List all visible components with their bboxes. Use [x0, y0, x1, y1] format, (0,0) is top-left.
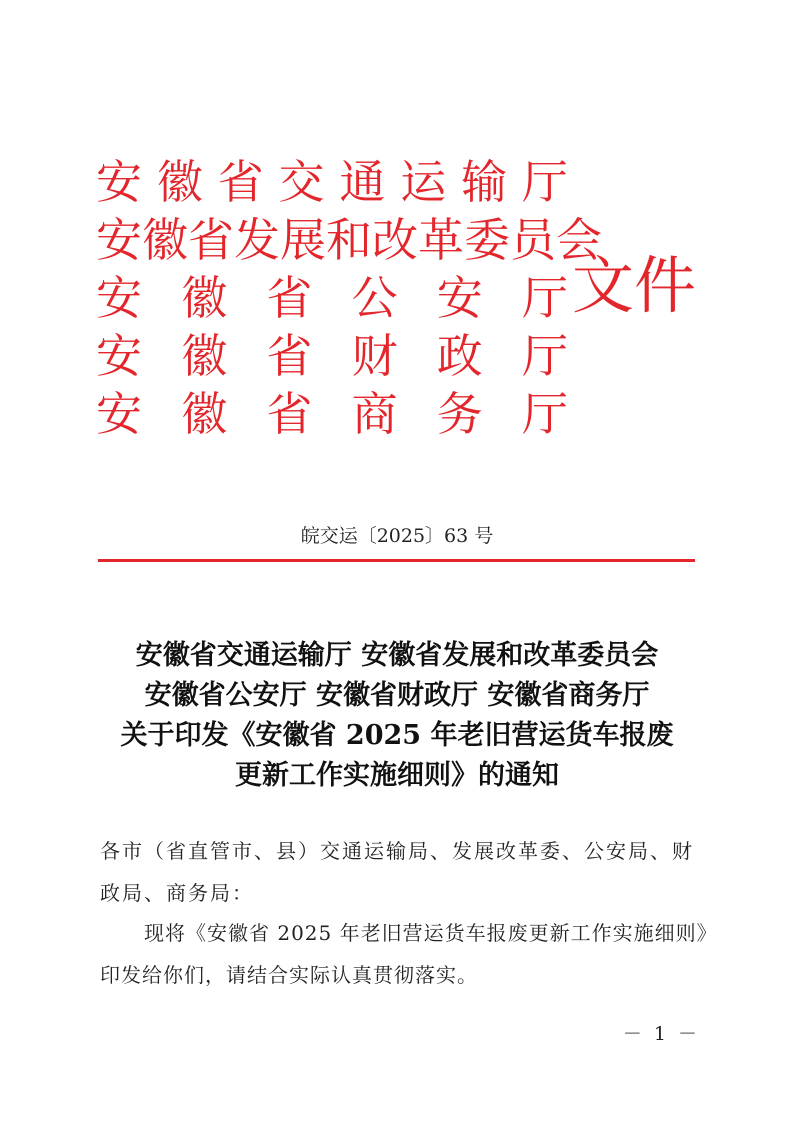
issuer-char: 会 — [556, 213, 602, 267]
issuer-char: 厅 — [521, 271, 568, 325]
body-line: 现将《安徽省 2025 年老旧营运货车报废更新工作实施细则》 — [144, 921, 718, 945]
issuer-char: 厅 — [521, 329, 568, 383]
issuer-char: 运 — [400, 155, 447, 209]
issuer-char: 安 — [96, 271, 142, 325]
issuer-char: 改 — [372, 213, 418, 267]
issuer-char: 安 — [96, 329, 142, 383]
issuer-char: 革 — [418, 213, 464, 267]
title-line: 安徽省公安厅 安徽省财政厅 安徽省商务厅 — [144, 680, 650, 711]
issuer-public-security-department — [96, 270, 568, 326]
issuer-char: 徽 — [181, 387, 228, 441]
issuer-char: 厅 — [521, 387, 568, 441]
issuer-char: 安 — [96, 387, 142, 441]
issuer-char: 政 — [436, 329, 483, 383]
issuer-commerce-department — [96, 386, 568, 442]
salutation — [100, 830, 700, 914]
issuer-development-reform-commission — [96, 212, 602, 268]
issuer-char: 商 — [351, 387, 398, 441]
issuer-char: 财 — [351, 329, 398, 383]
issuer-char: 委 — [464, 213, 510, 267]
issuer-char: 展 — [280, 213, 326, 267]
document-header-word: 文件 — [572, 249, 697, 322]
document-title — [0, 636, 794, 796]
issuer-char: 省 — [217, 155, 264, 209]
body-paragraph — [100, 912, 718, 996]
title-line: 安徽省交通运输厅 安徽省发展和改革委员会 — [135, 640, 659, 671]
issuer-transport-department — [96, 154, 568, 210]
issuer-char: 安 — [96, 213, 142, 267]
issuer-char: 务 — [436, 387, 483, 441]
issuer-char: 省 — [266, 271, 313, 325]
red-header-rule — [98, 559, 695, 562]
issuer-char: 安 — [96, 155, 142, 209]
issuer-char: 徽 — [156, 155, 203, 209]
issuer-char: 发 — [234, 213, 280, 267]
title-line: 关于印发《安徽省 2025 年老旧营运货车报废 — [120, 720, 674, 751]
issuer-char: 省 — [188, 213, 234, 267]
page-number: － 1 － — [622, 1023, 700, 1045]
salutation-line: 政局、商务局： — [100, 881, 254, 905]
issuer-char: 交 — [278, 155, 325, 209]
issuer-char: 安 — [436, 271, 483, 325]
issuer-char: 和 — [326, 213, 372, 267]
issuer-char: 徽 — [181, 329, 228, 383]
title-line: 更新工作实施细则》的通知 — [235, 760, 559, 791]
body-line: 印发给你们，请结合实际认真贯彻落实。 — [100, 963, 478, 987]
issuer-char: 员 — [510, 213, 556, 267]
issuer-char: 徽 — [142, 213, 188, 267]
issuer-char: 公 — [351, 271, 398, 325]
issuer-finance-department — [96, 328, 568, 384]
issuer-char: 徽 — [181, 271, 228, 325]
issuer-char: 通 — [339, 155, 386, 209]
issuer-char: 省 — [266, 329, 313, 383]
issuer-char: 厅 — [521, 155, 568, 209]
issuer-char: 省 — [266, 387, 313, 441]
salutation-line: 各市（省直管市、县）交通运输局、发展改革委、公安局、财 — [100, 839, 694, 863]
issuer-char: 输 — [461, 155, 508, 209]
document-number: 皖交运〔2025〕63 号 — [300, 525, 494, 547]
